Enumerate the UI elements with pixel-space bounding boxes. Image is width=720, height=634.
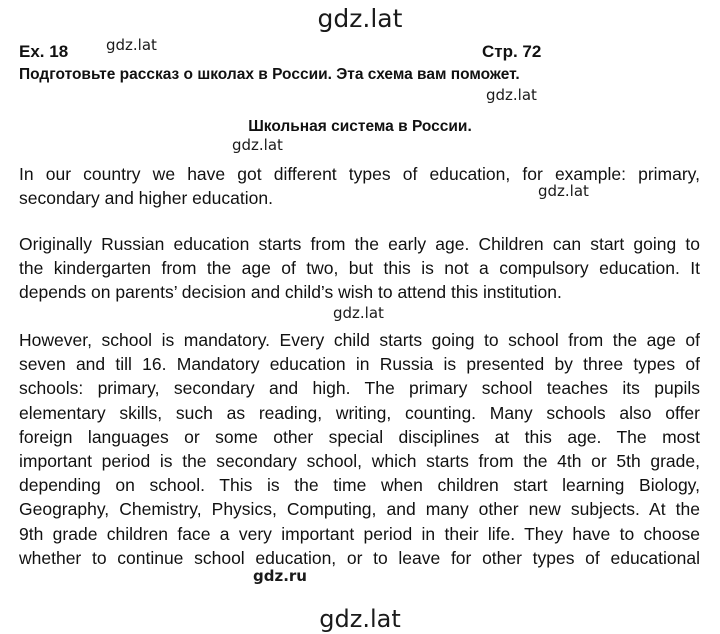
paragraph-education-types <box>19 162 700 210</box>
text-line: foreign languages or some other special disciplines at this age. The most <box>19 426 700 447</box>
text-line: depends on parents’ decision and child’s wish to attend this institution. <box>19 282 562 303</box>
watermark-heading: gdz.lat <box>232 136 283 154</box>
exercise-number: Ex. 18 <box>19 42 69 61</box>
section-heading: Школьная система в России. <box>248 118 472 135</box>
text-line: However, school is mandatory. Every child starts going to school from the age of <box>19 330 700 350</box>
text-line: 9th grade children face a very important period in their life. They have to choose <box>19 523 700 544</box>
text-line: In our country we have got different types of education, for example: primary, <box>19 164 700 184</box>
text-line: depending on school. This is the time when children start learning Biology, <box>19 475 700 496</box>
watermark-ru: gdz.ru <box>253 567 307 585</box>
text-line: schools: primary, secondary and high. The primary school teaches its pupils <box>19 378 700 399</box>
text-line: the kindergarten from the age of two, but this is not a compulsory education. It <box>19 258 700 279</box>
paragraph-school <box>19 328 700 570</box>
text-line: secondary and higher education. <box>19 188 273 209</box>
watermark-paragraph-1: gdz.lat <box>538 182 589 200</box>
text-line: important period is the secondary school, which starts from the 4th or 5th grade, <box>19 450 700 471</box>
text-line: seven and till 16. Mandatory education in Russia is presented by three types of <box>19 354 700 375</box>
text-line: Originally Russian education starts from the early age. Children can start going to <box>19 234 700 254</box>
watermark-task: gdz.lat <box>486 86 537 104</box>
task-instruction: Подготовьте рассказ о школах в России. Эта схема вам поможет. <box>19 66 520 83</box>
paragraph-preschool <box>19 232 700 305</box>
text-line: elementary skills, such as reading, writing, counting. Many schools also offer <box>19 402 700 423</box>
watermark-top: gdz.lat <box>317 4 403 33</box>
text-line: whether to continue school education, or to leave for other types of educational <box>19 547 700 568</box>
watermark-paragraph-2: gdz.lat <box>333 304 384 322</box>
page-number: Стр. 72 <box>482 42 542 61</box>
text-line: Geography, Chemistry, Physics, Computing, and many other new subjects. At the <box>19 499 700 520</box>
watermark-bottom: gdz.lat <box>319 605 401 633</box>
watermark-header: gdz.lat <box>106 36 157 54</box>
